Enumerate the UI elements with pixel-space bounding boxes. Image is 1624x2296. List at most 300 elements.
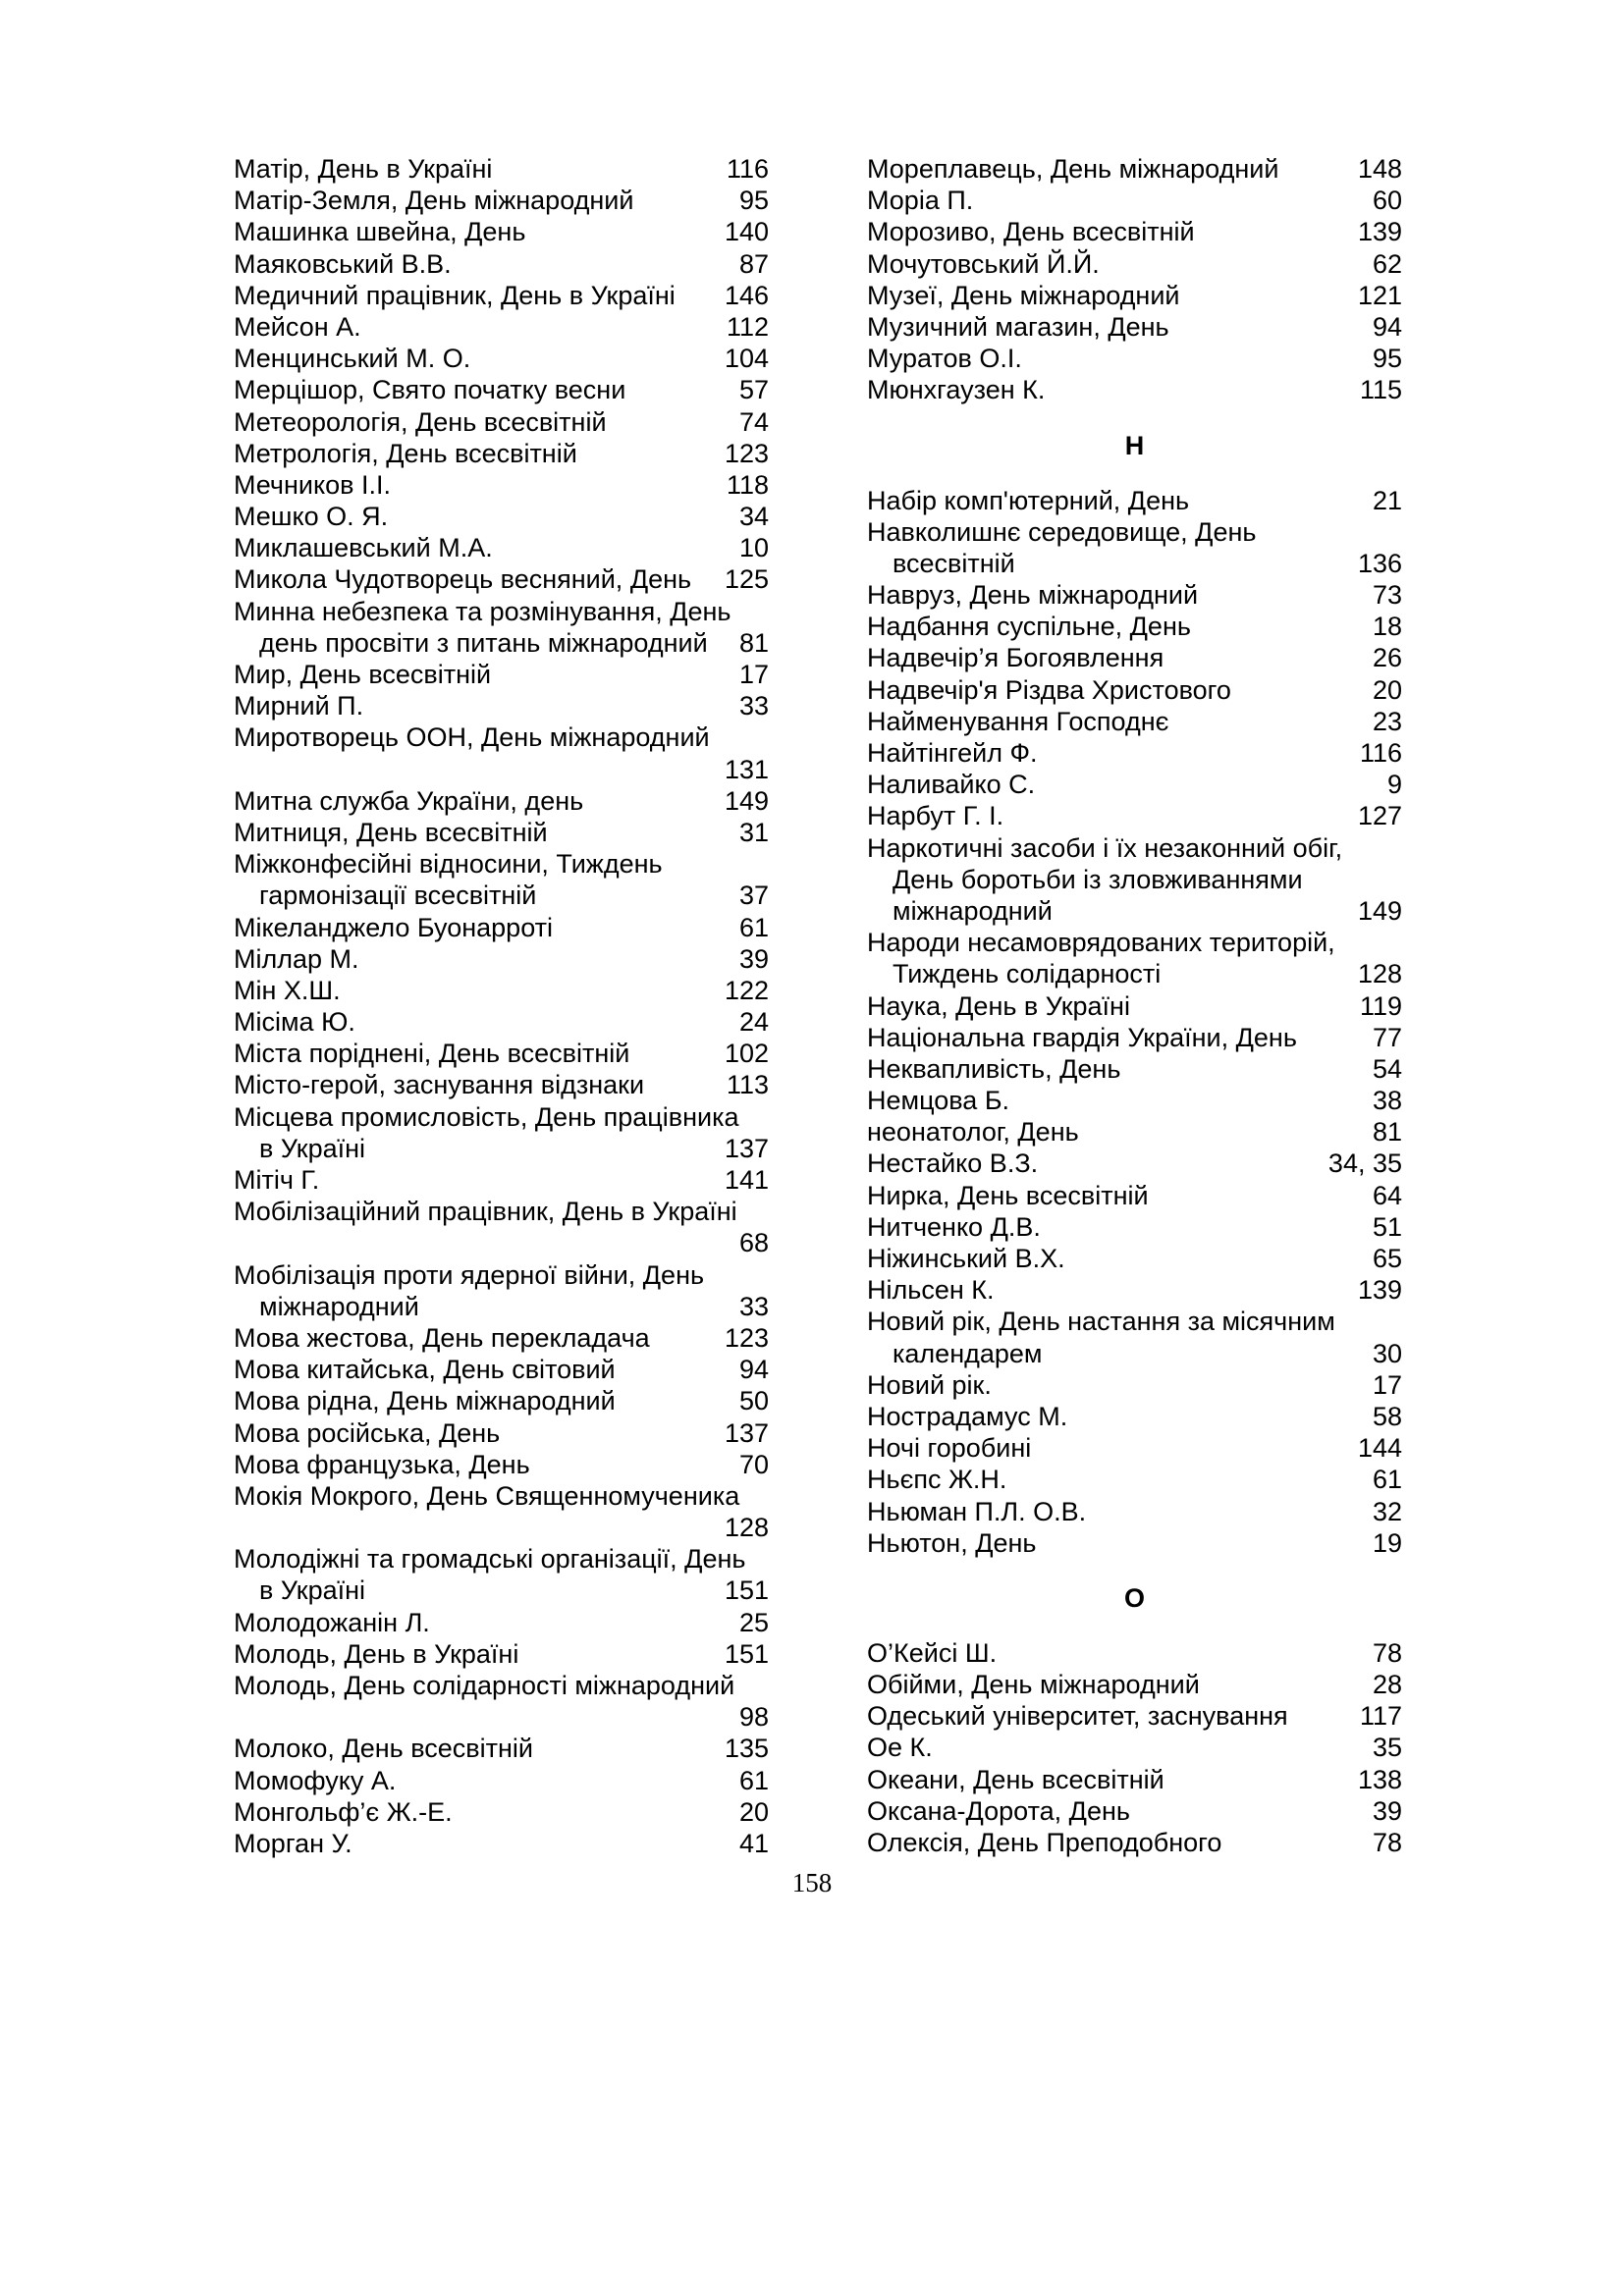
entry-page-number: 78 — [1372, 1828, 1402, 1857]
entry-term-continuation — [867, 895, 1402, 927]
entry-page-number: 73 — [1372, 580, 1402, 611]
entry-term — [234, 1069, 769, 1100]
entry-page-number: 24 — [738, 1007, 769, 1038]
index-entry — [234, 912, 769, 943]
entry-text: гармонізації всесвітній — [259, 881, 537, 911]
index-entry — [867, 185, 1402, 216]
entry-term-continuation — [234, 880, 769, 911]
entry-text: Ньютон, День — [867, 1527, 1037, 1558]
index-entry — [867, 1306, 1402, 1368]
index-entry — [867, 1827, 1402, 1858]
entry-term — [867, 927, 1402, 958]
index-entry — [867, 642, 1402, 673]
entry-text: Мюнхгаузен К. — [867, 375, 1046, 405]
index-entry — [867, 374, 1402, 405]
entry-text: Обійми, День міжнародний — [867, 1670, 1200, 1700]
entry-text: Медичний працівник, День в Україні — [234, 280, 676, 310]
entry-term — [867, 990, 1402, 1022]
entry-page-number: 10 — [738, 533, 769, 563]
entry-term — [234, 1765, 769, 1796]
entry-page-number: 151 — [724, 1638, 769, 1669]
entry-page-number: 61 — [738, 912, 769, 942]
entry-page-number: 137 — [724, 1417, 769, 1448]
entry-term — [234, 469, 769, 501]
entry-page-number: 135 — [724, 1734, 769, 1764]
index-entry — [234, 563, 769, 595]
index-entry — [234, 1417, 769, 1449]
entry-text: Мерцішор, Свято початку весни — [234, 375, 626, 405]
entry-term — [234, 1796, 769, 1828]
index-entry — [867, 832, 1402, 928]
entry-term — [234, 848, 769, 880]
index-entry — [867, 1732, 1402, 1763]
entry-term — [234, 1828, 769, 1859]
entry-text: Машинка швейна, День — [234, 217, 526, 247]
index-entry — [234, 1796, 769, 1828]
entry-page-number: 62 — [1372, 248, 1402, 279]
entry-term — [867, 1148, 1402, 1179]
entry-term — [867, 1053, 1402, 1085]
entry-term-continuation — [234, 1133, 769, 1164]
entry-text: Метеорологія, День всесвітній — [234, 406, 607, 437]
entry-text: Мова жестова, День перекладача — [234, 1322, 650, 1353]
entry-term — [234, 690, 769, 721]
index-entry — [867, 1669, 1402, 1700]
entry-term — [867, 516, 1402, 548]
entry-page-number: 34, 35 — [1327, 1148, 1402, 1179]
entry-page-number: 58 — [1372, 1401, 1402, 1431]
entry-term — [234, 280, 769, 311]
entry-page-number: 112 — [726, 311, 769, 342]
entry-term — [867, 311, 1402, 343]
entry-term — [867, 1464, 1402, 1495]
entry-text: Ньюман П.Л. О.В. — [867, 1496, 1087, 1526]
entry-term — [234, 1733, 769, 1764]
entry-term — [234, 1670, 769, 1701]
index-entry — [867, 1432, 1402, 1464]
index-entry — [234, 721, 769, 784]
entry-term — [867, 374, 1402, 405]
entry-page-number: 33 — [738, 691, 769, 721]
entry-term — [234, 721, 769, 753]
entry-term — [234, 596, 769, 627]
entry-page-number: 127 — [1357, 801, 1402, 831]
entry-text: Ніжинський В.Х. — [867, 1244, 1065, 1273]
entry-term-continuation — [867, 864, 1402, 895]
entry-text: Мова французька, День — [234, 1449, 530, 1479]
entry-term — [867, 1116, 1402, 1148]
entry-text: Мореплавець, День міжнародний — [867, 154, 1279, 184]
entry-page-number: 123 — [724, 1322, 769, 1353]
entry-page-number: 144 — [1357, 1433, 1402, 1464]
entry-page-number: 116 — [1359, 738, 1402, 768]
entry-page-number: 61 — [1372, 1465, 1402, 1495]
entry-term — [867, 343, 1402, 374]
index-entry — [867, 737, 1402, 769]
entry-page-number: 138 — [1357, 1764, 1402, 1794]
index-entry — [234, 501, 769, 532]
entry-text: Нільсен К. — [867, 1275, 995, 1306]
index-entry — [867, 153, 1402, 185]
entry-page-number: 121 — [1357, 280, 1402, 310]
entry-text: Мова китайська, День світовий — [234, 1355, 616, 1385]
entry-text: Новий рік, День настання за місячним — [867, 1307, 1335, 1337]
index-column-right — [867, 153, 1402, 1858]
index-entry — [234, 659, 769, 690]
index-entry — [234, 374, 769, 405]
section-m-continued — [867, 153, 1402, 406]
entry-page-number: 139 — [1357, 1275, 1402, 1306]
entry-term — [234, 1449, 769, 1480]
entry-text: Місцева промисловість, День працівника — [234, 1101, 739, 1132]
index-entry — [234, 406, 769, 438]
entry-text: Одеський університет, заснування — [867, 1701, 1288, 1732]
entry-term — [867, 579, 1402, 611]
entry-page-number: 34 — [738, 502, 769, 532]
entry-text: Місіма Ю. — [234, 1007, 355, 1038]
index-entry — [867, 1795, 1402, 1827]
entry-text: Новий рік. — [867, 1369, 992, 1400]
entry-text: Мін Х.Ш. — [234, 975, 341, 1005]
entry-term — [867, 642, 1402, 673]
index-entry — [234, 817, 769, 848]
index-entry — [867, 248, 1402, 280]
entry-term — [234, 1322, 769, 1354]
entry-term — [234, 975, 769, 1006]
entry-term — [234, 501, 769, 532]
entry-text: Мікеланджело Буонарроті — [234, 912, 553, 942]
entry-page-number: 141 — [724, 1165, 769, 1195]
entry-page-number: 115 — [1359, 375, 1402, 405]
entry-page-number: 81 — [1372, 1117, 1402, 1148]
index-entry — [234, 280, 769, 311]
entry-page-number: 64 — [1372, 1180, 1402, 1210]
entry-page-number: 151 — [724, 1575, 769, 1606]
entry-text: Мобілізаційний працівник, День в Україні — [234, 1197, 737, 1227]
index-entry — [867, 343, 1402, 374]
entry-term — [867, 1401, 1402, 1432]
entry-page-number: 116 — [726, 154, 769, 184]
entry-term — [867, 1022, 1402, 1053]
entry-term — [234, 532, 769, 563]
entry-text: Морозиво, День всесвітній — [867, 217, 1195, 247]
entry-page-number: 148 — [1357, 154, 1402, 184]
entry-page-number: 77 — [1372, 1022, 1402, 1052]
entry-term — [234, 1480, 769, 1512]
entry-page-number: 74 — [738, 406, 769, 437]
entry-text: Наука, День в Україні — [867, 990, 1130, 1021]
entry-term — [234, 1196, 769, 1227]
index-entry — [867, 216, 1402, 247]
entry-text: Митна служба України, день — [234, 785, 584, 816]
entry-term — [867, 1432, 1402, 1464]
entry-page-number: 35 — [1372, 1733, 1402, 1763]
entry-term — [867, 280, 1402, 311]
index-entry — [234, 1449, 769, 1480]
entry-text: Надвечір'я Різдва Христового — [867, 674, 1231, 705]
entry-term — [867, 706, 1402, 737]
entry-page-number: 139 — [1357, 217, 1402, 247]
index-entry — [867, 1369, 1402, 1401]
index-entry — [234, 1006, 769, 1038]
entry-page-number: 39 — [738, 943, 769, 974]
entry-text: Муратов О.І. — [867, 344, 1022, 374]
entry-term — [234, 785, 769, 817]
entry-term — [867, 1274, 1402, 1306]
entry-page-number: 61 — [738, 1765, 769, 1795]
entry-term — [867, 832, 1402, 864]
entry-text: День боротьби із зловживаннями — [893, 864, 1303, 894]
section-letter-o: О — [1123, 1582, 1145, 1613]
entry-page-number: 140 — [724, 217, 769, 247]
entry-term — [234, 216, 769, 247]
index-entry — [867, 1527, 1402, 1559]
entry-term — [234, 1101, 769, 1133]
entry-text: Місто-герой, заснування відзнаки — [234, 1070, 645, 1100]
entry-term — [234, 1638, 769, 1670]
entry-page-number: 65 — [1372, 1244, 1402, 1273]
index-entry — [867, 280, 1402, 311]
entry-page-number: 122 — [724, 975, 769, 1005]
entry-text: Ньєпс Ж.Н. — [867, 1465, 1007, 1495]
index-entry — [867, 1274, 1402, 1306]
entry-text: Монгольф’є Ж.-Е. — [234, 1796, 453, 1827]
entry-page-number: 17 — [738, 660, 769, 689]
index-entry — [234, 311, 769, 343]
entry-text: Митниця, День всесвітній — [234, 817, 548, 847]
entry-text: Менцинський М. О. — [234, 344, 471, 374]
index-entry — [867, 1180, 1402, 1211]
index-entry — [234, 216, 769, 247]
entry-text: Нирка, День всесвітній — [867, 1180, 1149, 1210]
entry-term-continuation — [234, 1291, 769, 1322]
index-entry — [867, 1211, 1402, 1243]
index-entry — [867, 1496, 1402, 1527]
entry-page-number: 51 — [1372, 1211, 1402, 1242]
entry-text: Маяковський В.В. — [234, 248, 452, 279]
entry-text: Матір, День в Україні — [234, 154, 493, 184]
entry-text: О’Кейсі Ш. — [867, 1637, 998, 1668]
entry-term — [234, 943, 769, 975]
entry-term — [867, 1527, 1402, 1559]
entry-text: Національна гвардія України, День — [867, 1022, 1297, 1052]
entry-page-number: 19 — [1372, 1527, 1402, 1558]
entry-term — [234, 817, 769, 848]
entry-page-number: 113 — [726, 1070, 769, 1100]
entry-term — [867, 1732, 1402, 1763]
entry-page-number: 146 — [724, 280, 769, 310]
entry-term — [234, 311, 769, 343]
entry-page-number: 38 — [1372, 1086, 1402, 1116]
entry-term-continuation — [234, 1575, 769, 1606]
entry-text: Океани, День всесвітній — [867, 1764, 1164, 1794]
entry-text: Нострадамус М. — [867, 1401, 1068, 1431]
entry-text: Мітіч Г. — [234, 1165, 320, 1195]
entry-page-number: 119 — [1359, 990, 1402, 1021]
entry-text: Мешко О. Я. — [234, 502, 389, 532]
entry-term — [234, 438, 769, 469]
index-entry — [234, 690, 769, 721]
entry-text: Молоко, День всесвітній — [234, 1734, 533, 1764]
entry-page-number: 30 — [1372, 1338, 1402, 1368]
entry-text: Мочутовський Й.Й. — [867, 248, 1100, 279]
entry-text: Мирний П. — [234, 691, 364, 721]
index-entry — [867, 1148, 1402, 1179]
index-entry — [867, 311, 1402, 343]
entry-text: в Україні — [259, 1575, 366, 1606]
entry-text: Морган У. — [234, 1828, 352, 1858]
entry-page-number: 23 — [1372, 706, 1402, 736]
entry-page-number: 137 — [724, 1133, 769, 1163]
index-entry — [234, 1638, 769, 1670]
entry-page-number: 123 — [724, 438, 769, 468]
entry-page-number: 20 — [1372, 674, 1402, 705]
page-number: 158 — [791, 1868, 833, 1897]
index-entry — [234, 596, 769, 659]
index-entry — [867, 769, 1402, 800]
entry-text: Міжконфесійні відносини, Тиждень — [234, 849, 663, 880]
entry-term — [234, 406, 769, 438]
index-entry — [234, 1607, 769, 1638]
entry-text: Мова рідна, День міжнародний — [234, 1386, 616, 1416]
entry-text: Миклашевський М.А. — [234, 533, 493, 563]
entry-text: Мечников І.І. — [234, 469, 391, 500]
entry-page-number: 50 — [738, 1386, 769, 1416]
entry-page-number: 39 — [1372, 1795, 1402, 1826]
entry-term — [867, 769, 1402, 800]
entry-page-number: 104 — [724, 344, 769, 374]
entry-text: Надвечір’я Богоявлення — [867, 643, 1164, 673]
entry-term — [867, 1496, 1402, 1527]
entry-text: Ночі горобині — [867, 1433, 1032, 1464]
entry-page-number: 60 — [1372, 186, 1402, 216]
index-entry — [867, 1053, 1402, 1085]
entry-term — [234, 248, 769, 280]
entry-term-continuation — [234, 627, 769, 659]
entry-text: Молодь, День в Україні — [234, 1638, 519, 1669]
entry-page-number: 128 — [724, 1513, 769, 1543]
entry-text: Оксана-Дорота, День — [867, 1795, 1130, 1826]
index-entry — [867, 1401, 1402, 1432]
section-letter-n: Н — [1124, 430, 1145, 460]
entry-term — [234, 1006, 769, 1038]
index-entry — [867, 990, 1402, 1022]
entry-term — [867, 1764, 1402, 1795]
index-entry — [234, 1543, 769, 1606]
entry-term — [234, 912, 769, 943]
entry-term — [234, 563, 769, 595]
index-entry — [234, 1259, 769, 1322]
index-entry — [234, 1101, 769, 1164]
index-entry — [867, 800, 1402, 831]
entry-text: Неквапливість, День — [867, 1053, 1121, 1084]
entry-page-number: 26 — [1372, 643, 1402, 673]
section-n — [867, 485, 1402, 1559]
entry-page-number: 117 — [1359, 1701, 1402, 1732]
entry-text: Найтінгейл Ф. — [867, 738, 1038, 768]
entry-text: Народи несамоврядованих територій, — [867, 928, 1335, 958]
index-entry — [234, 469, 769, 501]
entry-page-number: 32 — [1372, 1496, 1402, 1526]
entry-text: Моріа П. — [867, 186, 974, 216]
entry-term — [234, 1354, 769, 1385]
entry-page-number: 70 — [738, 1449, 769, 1479]
entry-term-continuation — [867, 1338, 1402, 1369]
index-entry — [234, 943, 769, 975]
entry-page-number: 118 — [726, 469, 769, 500]
entry-term — [867, 1827, 1402, 1858]
entry-text: Ое К. — [867, 1733, 933, 1763]
entry-text: Міллар М. — [234, 943, 359, 974]
entry-text: Микола Чудотворець весняний, День — [234, 564, 692, 595]
entry-page-number: 28 — [1372, 1670, 1402, 1700]
entry-text: в Україні — [259, 1133, 366, 1163]
entry-text: Нестайко В.З. — [867, 1148, 1039, 1179]
index-entry — [234, 1480, 769, 1543]
index-entry — [867, 1700, 1402, 1732]
entry-term — [234, 1543, 769, 1575]
index-entry — [234, 248, 769, 280]
entry-term — [234, 343, 769, 374]
entry-text: Надбання суспільне, День — [867, 612, 1191, 642]
entry-text: Олексія, День Преподобного — [867, 1828, 1222, 1857]
entry-page-number: 94 — [1372, 311, 1402, 342]
entry-term — [867, 216, 1402, 247]
entry-page-number: 68 — [738, 1228, 769, 1258]
entry-page-number: 81 — [738, 627, 769, 658]
entry-term — [234, 1259, 769, 1291]
entry-text: Мейсон А. — [234, 311, 361, 342]
index-entry — [234, 185, 769, 216]
entry-text: Найменування Господнє — [867, 706, 1169, 736]
index-entry — [234, 1670, 769, 1733]
entry-text: Момофуку А. — [234, 1765, 397, 1795]
entry-page-number: 21 — [1372, 485, 1402, 515]
entry-term — [234, 1038, 769, 1069]
index-entry — [234, 438, 769, 469]
entry-page-number: 41 — [738, 1828, 769, 1858]
index-entry — [867, 674, 1402, 706]
entry-text: міжнародний — [259, 1291, 419, 1321]
entry-term — [867, 1243, 1402, 1274]
entry-term — [234, 1607, 769, 1638]
entry-term — [867, 674, 1402, 706]
index-entry — [234, 343, 769, 374]
entry-text: Міста поріднені, День всесвітній — [234, 1039, 630, 1069]
entry-page-number: 9 — [1386, 770, 1402, 800]
entry-text: всесвітній — [893, 548, 1015, 578]
section-o — [867, 1637, 1402, 1858]
entry-term — [867, 485, 1402, 516]
entry-page-number: 102 — [724, 1039, 769, 1069]
entry-text: Метрологія, День всесвітній — [234, 438, 577, 468]
index-entry — [234, 1385, 769, 1416]
entry-term — [234, 659, 769, 690]
index-entry — [867, 927, 1402, 989]
entry-text: Мова російська, День — [234, 1417, 501, 1448]
entry-text: Немцова Б. — [867, 1086, 1010, 1116]
entry-text: Наркотичні засоби і їх незаконний обіг, — [867, 832, 1343, 863]
entry-term — [234, 1417, 769, 1449]
entry-page-number: 33 — [738, 1291, 769, 1321]
entry-text: Молодь, День солідарності міжнародний — [234, 1671, 735, 1700]
entry-text: Тиждень солідарності — [893, 959, 1162, 989]
index-entry — [234, 848, 769, 911]
entry-page-number: 128 — [1357, 959, 1402, 989]
index-entry — [234, 1196, 769, 1258]
index-entry — [867, 1637, 1402, 1669]
entry-page-number: 18 — [1372, 612, 1402, 642]
